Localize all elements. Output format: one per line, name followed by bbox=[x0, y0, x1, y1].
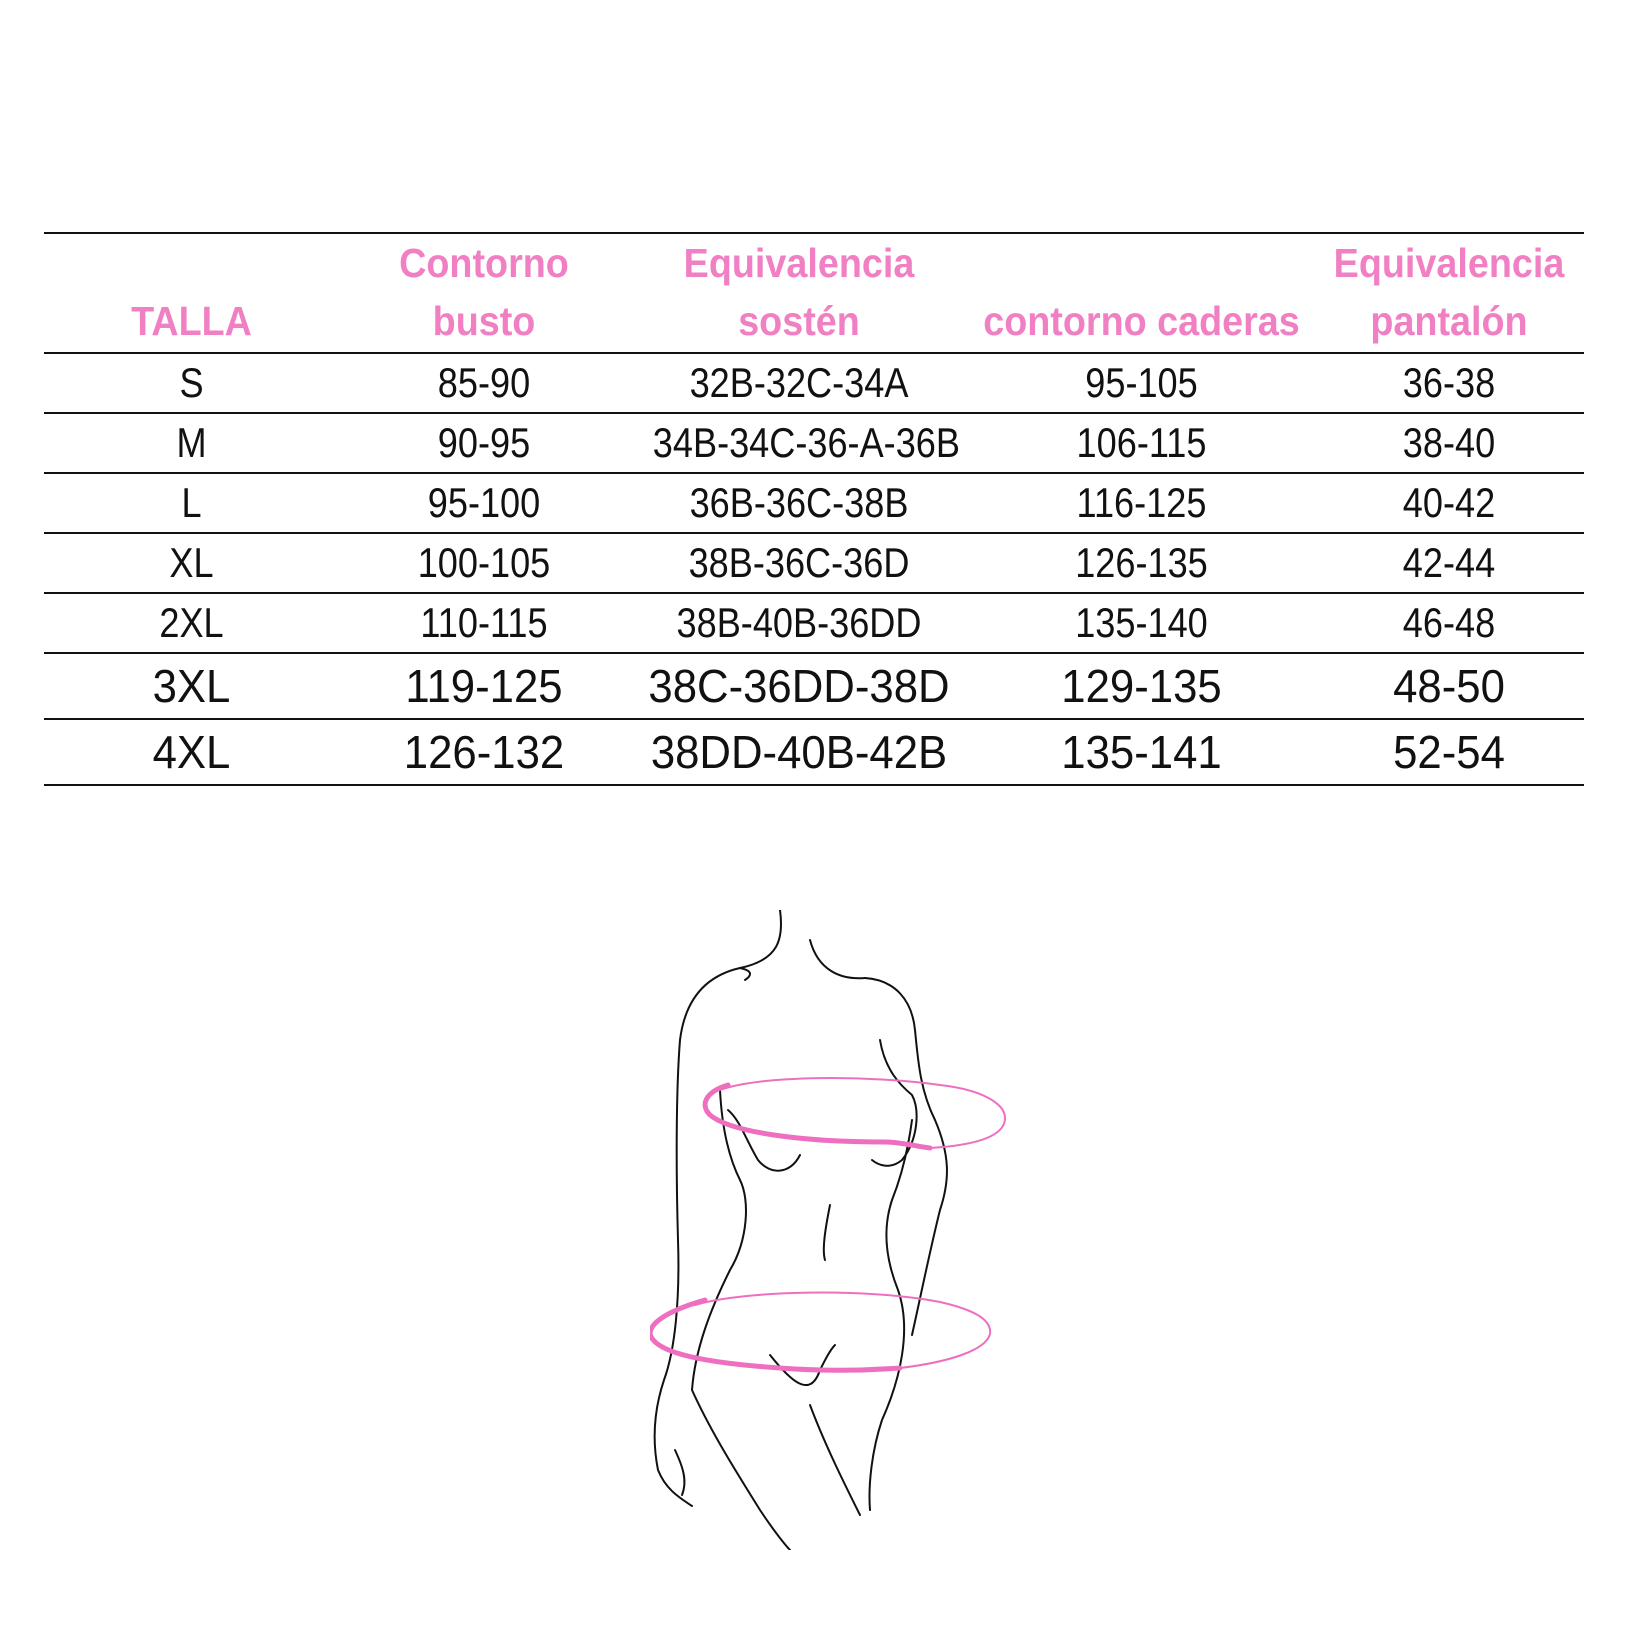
body-measurement-illustration bbox=[650, 910, 1050, 1550]
cell-pantalon: 46-48 bbox=[1402, 599, 1496, 646]
table-row bbox=[44, 533, 1584, 593]
cell-talla: M bbox=[176, 419, 207, 466]
cell-busto: 85-90 bbox=[437, 359, 531, 406]
left-shoulder-arm-line bbox=[655, 968, 740, 1506]
header-contorno-caderas: contorno caderas bbox=[983, 298, 1300, 344]
cell-sosten: 34B-34C-36-A-36B bbox=[652, 419, 960, 466]
header-talla: TALLA bbox=[131, 298, 252, 344]
cell-busto: 126-132 bbox=[403, 726, 565, 778]
cell-caderas: 126-135 bbox=[1075, 539, 1208, 586]
cell-sosten: 36B-36C-38B bbox=[689, 479, 909, 526]
left-hand-line bbox=[675, 1450, 684, 1495]
cell-talla: 4XL bbox=[152, 726, 231, 778]
table-row bbox=[44, 473, 1584, 533]
table-row bbox=[44, 653, 1584, 719]
cell-sosten: 38B-36C-36D bbox=[688, 539, 910, 586]
neck-right-line bbox=[810, 940, 865, 978]
cell-sosten: 38C-36DD-38D bbox=[648, 660, 950, 712]
cell-sosten: 38DD-40B-42B bbox=[650, 726, 948, 778]
cell-pantalon: 38-40 bbox=[1402, 419, 1496, 466]
header-contorno-busto: Contorno busto bbox=[399, 240, 569, 344]
cell-talla: 2XL bbox=[159, 599, 224, 646]
cell-pantalon: 40-42 bbox=[1402, 479, 1496, 526]
size-chart-table bbox=[44, 232, 1584, 786]
cell-sosten: 38B-40B-36DD bbox=[676, 599, 922, 646]
cell-caderas: 135-140 bbox=[1075, 599, 1208, 646]
cell-caderas: 129-135 bbox=[1061, 660, 1222, 712]
cell-caderas: 106-115 bbox=[1076, 419, 1207, 466]
hip-ring-back bbox=[695, 1293, 990, 1368]
bust-ring-back bbox=[720, 1078, 1005, 1148]
neck-left-line bbox=[740, 910, 781, 980]
cell-sosten: 32B-32C-34A bbox=[689, 359, 909, 406]
left-leg-line bbox=[692, 1390, 790, 1550]
center-body-line bbox=[824, 1205, 830, 1260]
cell-caderas: 116-125 bbox=[1076, 479, 1207, 526]
torso-left-line bbox=[692, 1090, 746, 1390]
cell-busto: 100-105 bbox=[417, 539, 551, 586]
cell-busto: 90-95 bbox=[437, 419, 531, 466]
size-chart-body bbox=[44, 353, 1584, 785]
header-equivalencia-pantalon: Equivalencia pantalón bbox=[1333, 240, 1565, 344]
left-breast-line bbox=[728, 1110, 800, 1171]
torso-right-line bbox=[870, 1120, 913, 1510]
table-row bbox=[44, 413, 1584, 473]
cell-busto: 110-115 bbox=[420, 599, 548, 646]
cell-pantalon: 52-54 bbox=[1393, 726, 1505, 778]
header-equivalencia-sosten: Equivalencia sostén bbox=[683, 240, 915, 344]
cell-busto: 119-125 bbox=[405, 660, 563, 712]
cell-talla: XL bbox=[169, 539, 214, 586]
cell-pantalon: 48-50 bbox=[1393, 660, 1505, 712]
bust-ring-front bbox=[705, 1085, 930, 1148]
crotch-line bbox=[770, 1345, 835, 1385]
table-row bbox=[44, 593, 1584, 653]
cell-caderas: 135-141 bbox=[1061, 726, 1222, 778]
cell-talla: S bbox=[179, 359, 204, 406]
cell-talla: 3XL bbox=[152, 660, 231, 712]
header-row bbox=[44, 233, 1584, 353]
inner-leg-line bbox=[810, 1405, 860, 1515]
cell-pantalon: 42-44 bbox=[1402, 539, 1496, 586]
size-chart-header bbox=[44, 233, 1584, 353]
cell-busto: 95-100 bbox=[427, 479, 541, 526]
table-row bbox=[44, 719, 1584, 785]
table-row bbox=[44, 353, 1584, 413]
cell-pantalon: 36-38 bbox=[1402, 359, 1496, 406]
cell-caderas: 95-105 bbox=[1085, 359, 1198, 406]
cell-talla: L bbox=[181, 479, 202, 526]
